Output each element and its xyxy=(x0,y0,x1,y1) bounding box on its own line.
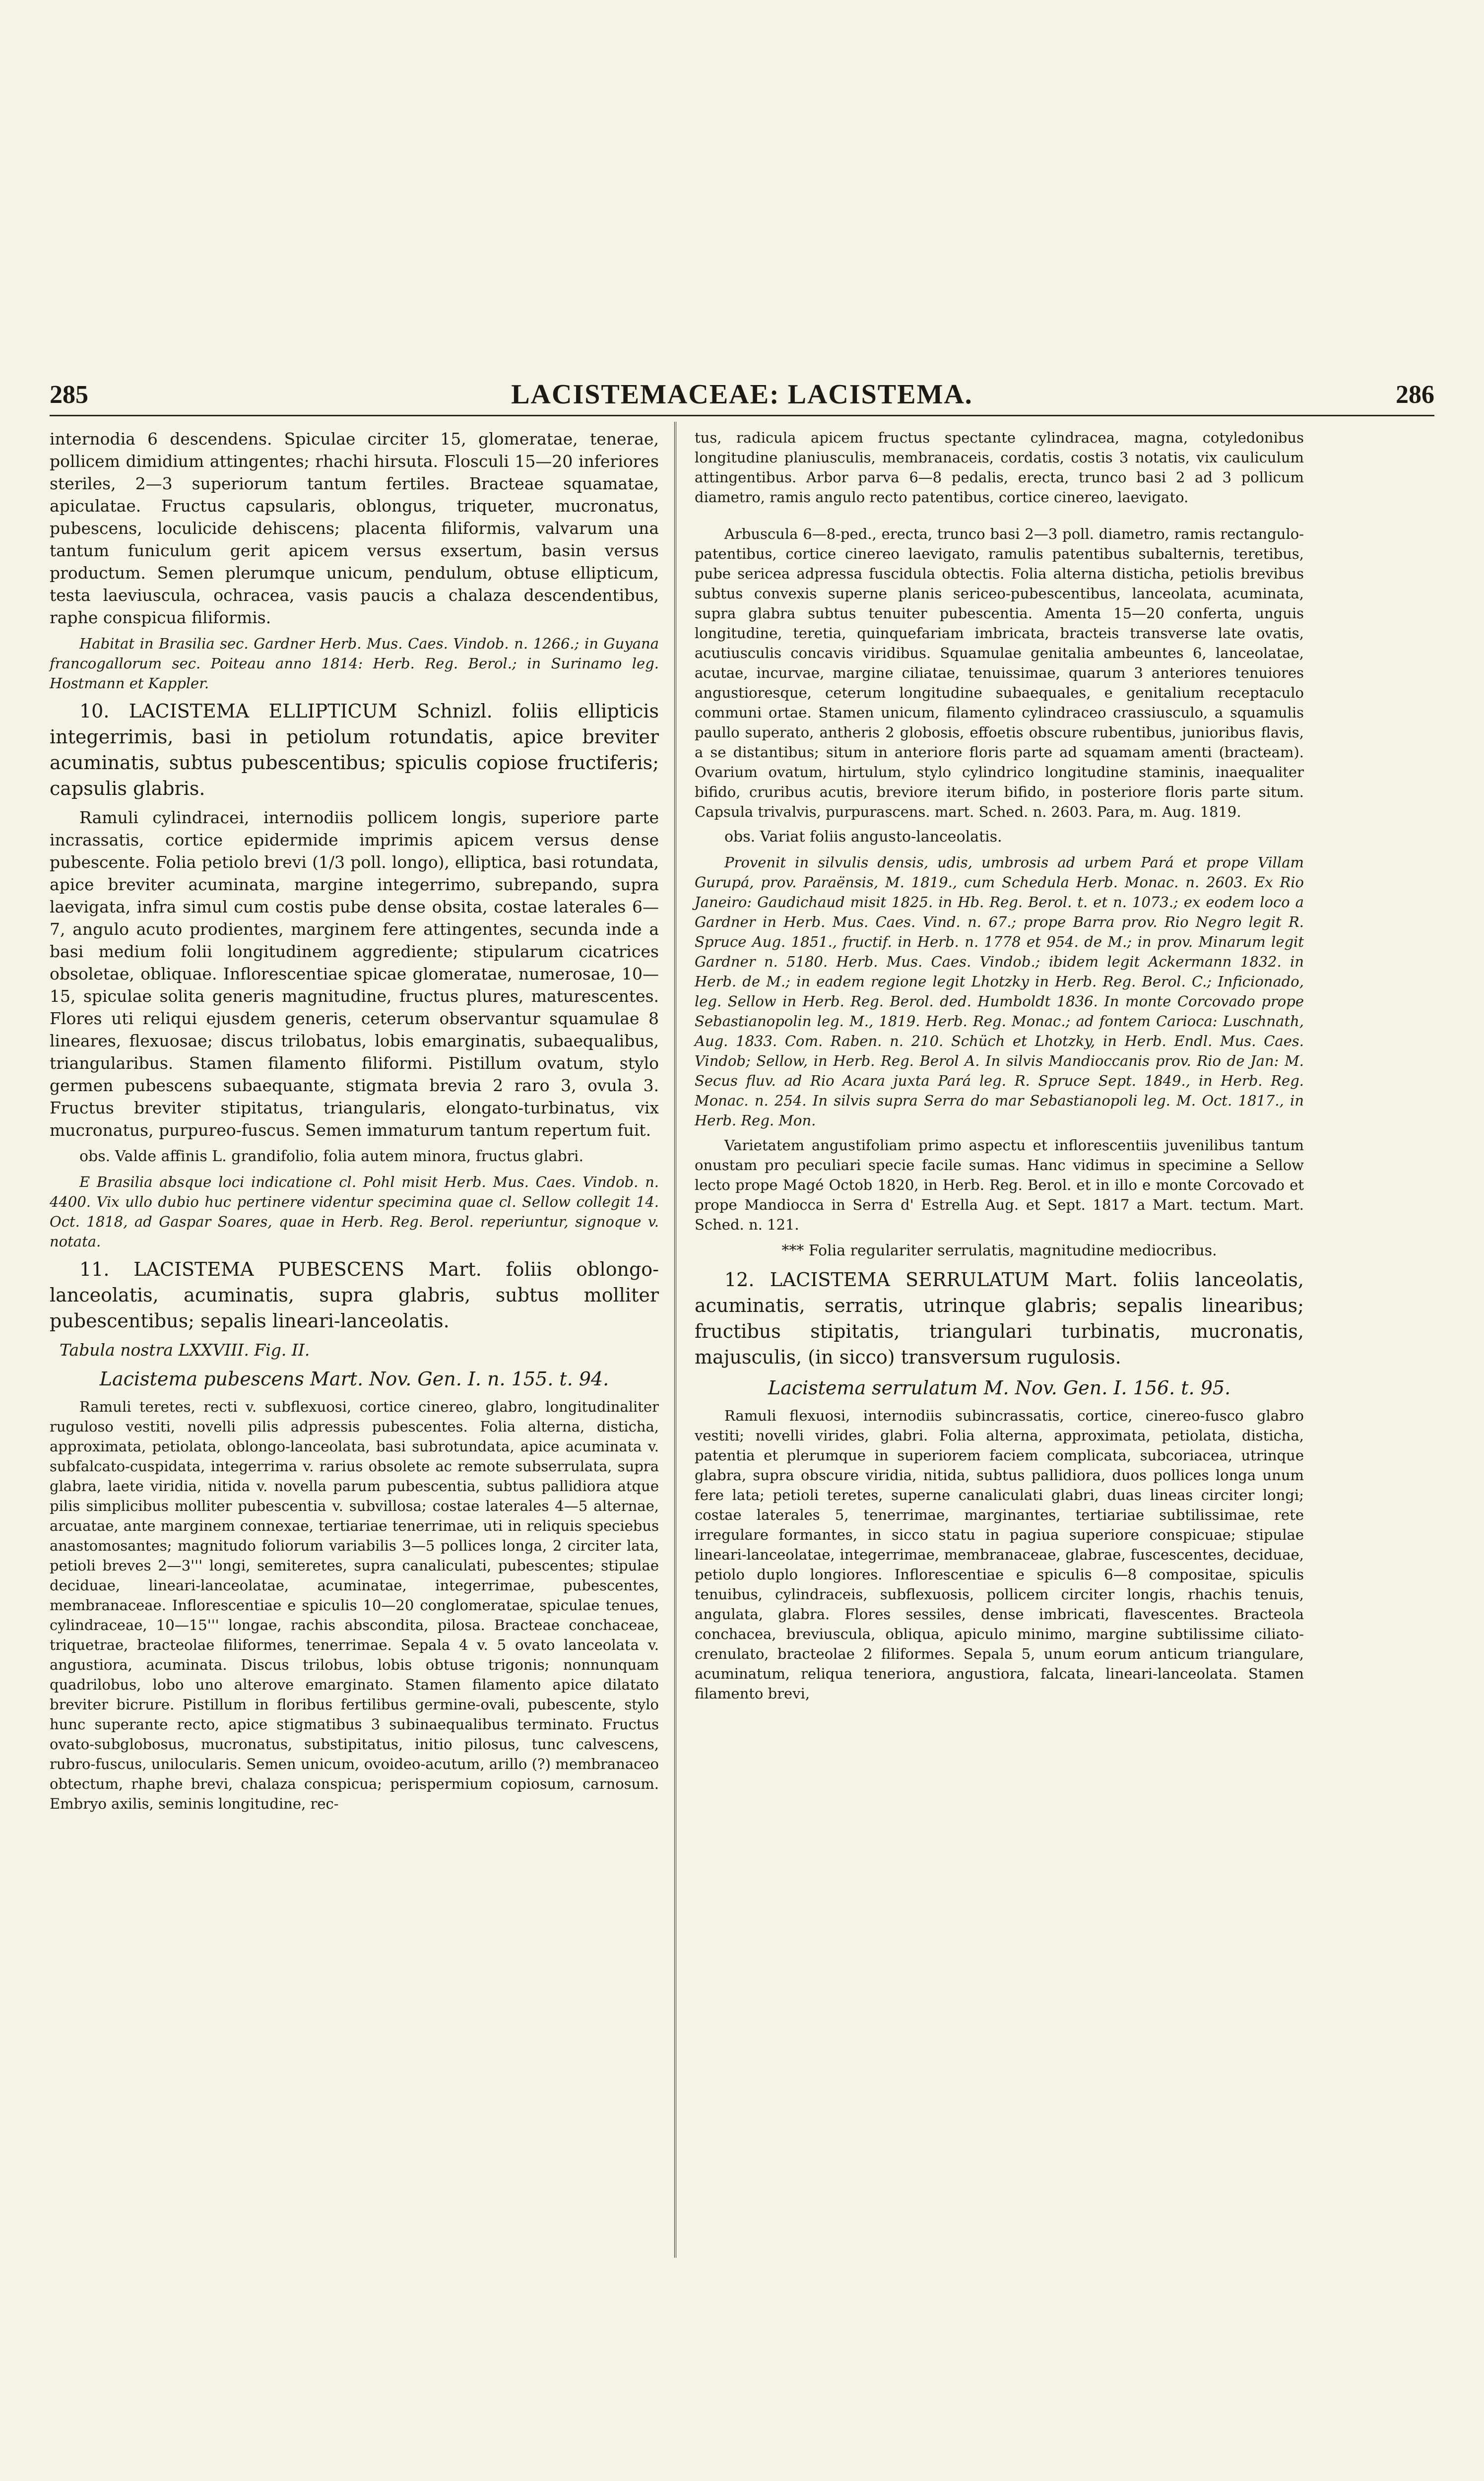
observation: obs. Variat foliis angusto-lanceolatis. xyxy=(724,828,1002,846)
paragraph: tus, radicula apicem fructus spectante cylindracea, magna, cotyledonibus longitudine planiusculis, membranaceis, cordatis, costis 3 notatis, vix cauliculum attingentibus. Arbor parva 6—8 pedalis, erecta, trunco basi 2 ad 3 pollicum diametro, ramis angulo recto patentibus, cortice cinereo, laevigato. xyxy=(695,429,1304,506)
running-title: LACISTEMACEAE: LACISTEMA. xyxy=(511,379,973,410)
observation: obs. Valde affinis L. grandifolio, folia autem minora, fructus glabri. xyxy=(79,1148,584,1165)
left-page-number: 285 xyxy=(50,380,88,409)
habitat-note: E Brasilia absque loci indicatione cl. Pohl misit Herb. Mus. Caes. Vindob. n. 4400. Vix ullo dubio huc pertinere videntur specimina quae cl. Sellow collegit 14. Oct. 1818, ad Gaspar Soares, quae in Herb. Reg. Berol. reperiuntur, signoque v. notata. xyxy=(50,1174,659,1250)
species-heading: 12. LACISTEMA SERRULATUM Mart. foliis lanceolatis, acuminatis, serratis, utrinque glabris; sepalis linearibus; fructibus stipitatis, triangulari turbinatis, mucronatis, majusculis, (in sicco) transversum rugulosis. xyxy=(695,1269,1304,1368)
description: Ramuli flexuosi, internodiis subincrassatis, cortice, cinereo-fusco glabro vestiti; novelli virides, glabri. Folia alterna, approximata, petiolata, disticha, patentia et plerumque in superiorem faciem complicata, subcoriacea, utrinque glabra, supra obscure viridia, nitida, subtus pallidiora, duos pollices longa unum fere lata; petioli teretes, superne canaliculati glabri, duas lineas circiter longi; costae laterales 5, tenerrimae, marginantes, tertiariae subtilissimae, rete irregulare formantes, in sicco statu in pagiua superiore conspicuae; stipulae lineari-lanceolatae, integerrimae, membranaceae, glabrae, fuscescentes, deciduae, petiolo duplo longiores. Inflorescentiae e spiculis 6—8 compositae, spiculis tenuibus, cylindraceis, subflexuosis, pollicem circiter longis, rhachis tenuis, angulata, glabra. Flores sessiles, dense imbricati, flavescentes. Bracteola conchacea, breviuscula, obliqua, apiculo minimo, margine subtilissime ciliato-crenulato, bracteolae 2 filiformes. Sepala 5, unum eorum anticum triangulare, acuminatum, reliqua teneriora, angustiora, falcata, lineari-lanceolata. Stamen filamento brevi, xyxy=(695,1407,1304,1702)
column-divider xyxy=(674,422,676,2258)
paragraph: Varietatem angustifoliam primo aspectu et inflorescentiis juvenilibus tantum onustam pro peculiari specie facile sumas. Hanc vidimus in specimine a Sellow lecto prope Magé Octob 1820, in Herb. Reg. Berol. et in illo e monte Corcovado et prope Mandiocca in Serra d' Estrella Aug. et Sept. 1817 a Mart. tectum. Mart. Sched. n. 121. xyxy=(695,1137,1304,1233)
synonym: Lacistema pubescens Mart. Nov. Gen. I. n. 155. t. 94. xyxy=(99,1368,609,1390)
habitat-note: Habitat in Brasilia sec. Gardner Herb. Mus. Caes. Vindob. n. 1266.; in Guyana francogallorum sec. Poiteau anno 1814: Herb. Reg. Berol.; in Surinamo leg. Hostmann et Kappler. xyxy=(50,635,659,692)
left-column xyxy=(50,428,659,1819)
spacer xyxy=(695,512,1304,524)
right-column xyxy=(695,428,1304,1708)
habitat-note: Provenit in silvulis densis, udis, umbrosis ad urbem Pará et prope Villam Gurupá, prov. Paraënsis, M. 1819., cum Schedula Herb. Monac. n. 2603. Ex Rio Janeiro: Gaudichaud misit 1825. in Hb. Reg. Berol. t. et n. 1073.; ex eodem loco a Gardner in Herb. Mus. Caes. Vind. n. 67.; prope Barra prov. Rio Negro legit R. Spruce Aug. 1851., fructif. in Herb. n. 1778 et 954. de M.; in prov. Minarum legit Gardner n. 5180. Herb. Mus. Caes. Vindob.; ibidem legit Ackermann 1832. in Herb. de M.; in eadem regione legit Lhotzky in Herb. Reg. Berol. C.; Inficionado, leg. Sellow in Herb. Reg. Berol. ded. Humboldt 1836. In monte Corcovado prope Sebastianopolin leg. M., 1819. Herb. Reg. Monac.; ad fontem Carioca: Luschnath, Aug. 1833. Com. Raben. n. 210. Schüch et Lhotzky, in Herb. Endl. Mus. Caes. Vindob; Sellow, in Herb. Reg. Berol A. In silvis Mandioccanis prov. Rio de Jan: M. Secus fluv. ad Rio Acara juxta Pará leg. R. Spruce Sept. 1849., in Herb. Reg. Monac. n. 254. In silvis supra Serra do mar Sebastianopoli leg. M. Oct. 1817., in Herb. Reg. Mon. xyxy=(695,854,1304,1129)
header-rule xyxy=(50,415,1434,416)
synonym: Lacistema serrulatum M. Nov. Gen. I. 156. t. 95. xyxy=(768,1377,1231,1399)
right-page-number: 286 xyxy=(1395,380,1434,409)
species-heading: 11. LACISTEMA PUBESCENS Mart. foliis oblongo-lanceolatis, acuminatis, supra glabris, subtus molliter pubescentibus; sepalis lineari-lanceolatis. xyxy=(50,1258,659,1332)
description: Arbuscula 6—8-ped., erecta, trunco basi 2—3 poll. diametro, ramis rectangulo-patentibus, cortice cinereo laevigato, ramulis patentibus subalternis, teretibus, pube sericea adpressa fuscidula obtectis. Folia alterna disticha, petiolis brevibus subtus convexis superne planis sericeo-pubescentibus, lanceolata, acuminata, supra glabra subtus tenuiter pubescentia. Amenta 15—20 conferta, unguis longitudine, teretia, quinquefariam imbricata, bracteis transverse late ovatis, acutiusculis concavis viridibus. Squamulae genitalia ambeuntes 6, lanceolatae, acutae, incurvae, margine ciliatae, tenuissimae, quarum 3 anteriores tenuiores angustioresque, ceterum longitudine subaequales, e genitalium receptaculo communi ortae. Stamen unicum, filamento cylindraceo crassiusculo, a squamulis paullo superato, antheris 2 globosis, effoetis obscure rubentibus, junioribus flavis, a se distantibus; situm in anteriore floris parte ad squamam amenti (bracteam). Ovarium ovatum, hirtulum, stylo cylindrico longitudine staminis, inaequaliter bifido, cruribus acutis, breviore iterum bifido, in posteriore floris parte situm. Capsula trivalvis, purpurascens. mart. Sched. n. 2603. Para, m. Aug. 1819. xyxy=(695,525,1304,820)
running-header xyxy=(50,377,1434,412)
plate-reference: Tabula nostra LXXVIII. Fig. II. xyxy=(60,1340,310,1360)
description: Ramuli cylindracei, internodiis pollicem longis, superiore parte incrassatis, cortice epidermide imprimis apicem versus dense pubescente. Folia petiolo brevi (1/3 poll. longo), elliptica, basi rotundata, apice breviter acuminata, margine integerrimo, subrepando, supra laevigata, infra simul cum costis pube dense obsita, costae laterales 6—7, angulo acuto prodientes, marginem fere attingentes, secunda inde a basi medium folii longitudinem aggrediente; stipularum cicatrices obsoletae, obliquae. Inflorescentiae spicae glomeratae, numerosae, 10—15, spiculae solita generis magnitudine, fructus plures, maturescentes. Flores uti reliqui ejusdem generis, ceterum observantur squamulae 8 lineares, flexuosae; discus trilobatus, lobis emarginatis, subaequalibus, triangularibus. Stamen filamento filiformi. Pistillum ovatum, stylo germen pubescens subaequante, stigmata brevia 2 raro 3, ovula 3. Fructus breviter stipitatus, triangularis, elongato-turbinatus, vix mucronatus, purpureo-fuscus. Semen immaturum tantum repertum fuit. xyxy=(50,808,659,1140)
species-heading: 10. LACISTEMA ELLIPTICUM Schnizl. foliis ellipticis integerrimis, basi in petiolum rotundatis, apice breviter acuminatis, subtus pubescentibus; spiculis copiose fructiferis; capsulis glabris. xyxy=(50,700,659,799)
paragraph: internodia 6 descendens. Spiculae circiter 15, glomeratae, tenerae, pollicem dimidium attingentes; rhachi hirsuta. Flosculi 15—20 inferiores steriles, 2—3 superiorum tantum fertiles. Bracteae squamatae, apiculatae. Fructus capsularis, oblongus, triqueter, mucronatus, pubescens, loculicide dehiscens; placenta filiformis, valvarum una tantum funiculum gerit apicem versus exsertum, basin versus productum. Semen plerumque unicum, pendulum, obtuse ellipticum, testa laeviuscula, ochracea, vasis paucis a chalaza descendentibus, raphe conspicua filiformis. xyxy=(50,429,659,627)
section-heading: *** Folia regulariter serrulatis, magnitudine mediocribus. xyxy=(781,1242,1217,1259)
description: Ramuli teretes, recti v. subflexuosi, cortice cinereo, glabro, longitudinaliter ruguloso vestiti, novelli pilis adpressis pubescentes. Folia alterna, disticha, approximata, petiolata, oblongo-lanceolata, basi subrotundata, apice acuminata v. subfalcato-cuspidata, integerrima v. rarius obsolete ac remote subserrulata, supra glabra, laete viridia, nitida v. novella parum pubescentia, subtus pallidiora atque pilis simplicibus molliter pubescentia v. subvillosa; costae laterales 4—5 alternae, arcuatae, ante marginem connexae, tertiariae tenerrimae, uti in reliquis speciebus anastomosantes; magnitudo foliorum variabilis 3—5 pollices longa, 2 circiter lata, petioli breves 2—3''' longi, semiteretes, supra canaliculati, pubescentes; stipulae deciduae, lineari-lanceolatae, acuminatae, integerrimae, pubescentes, membranaceae. Inflorescentiae e spiculis 10—20 conglomeratae, spiculae tenues, cylindraceae, 10—15''' longae, rachis abscondita, pilosa. Bracteae conchaceae, triquetrae, bracteolae filiformes, tenerrimae. Sepala 4 v. 5 ovato lanceolata v. angustiora, acuminata. Discus trilobus, lobis obtuse trigonis; nonnunquam quadrilobus, lobo uno alterove emarginato. Stamen filamento apice dilatato breviter bicrure. Pistillum in floribus fertilibus germine-ovali, pubescente, stylo hunc superante recto, apice stigmatibus 3 subinaequalibus terminato. Fructus ovato-subglobosus, mucronatus, substipitatus, initio pilosus, tunc calvescens, rubro-fuscus, unilocularis. Semen unicum, ovoideo-acutum, arillo (?) membranaceo obtectum, rhaphe brevi, chalaza conspicua; perispermium copiosum, carnosum. Embryo axilis, seminis longitudine, rec- xyxy=(50,1398,659,1812)
